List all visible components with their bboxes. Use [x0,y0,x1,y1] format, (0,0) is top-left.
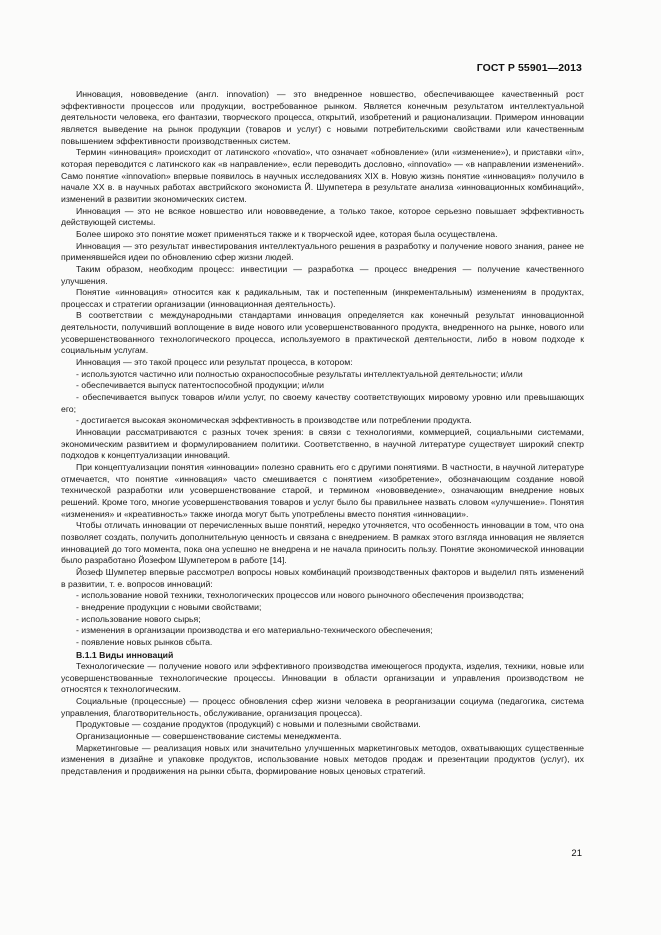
paragraph: Продуктовые — создание продуктов (продукций) с новыми и полезными свойствами. [76,719,421,730]
list-item: - обеспечивается выпуск патентоспособной продукции; и/или [76,380,324,391]
list-item: - использование нового сырья; [76,613,201,624]
paragraph: Инновация — это не всякое новшество или нововведение, а только такое, которое серьезно повышает эффективность действующей системы. [61,205,584,228]
list-item: - использование новой техники, технологических процессов или нового рыночного обеспечения производства; [76,590,524,601]
paragraph: Понятие «инновация» относится как к радикальным, так и постепенным (инкрементальным) изменениям в продуктах, процессах и стратегии организации (инновационная деятельность). [61,287,584,309]
paragraph: Инновация — это такой процесс или результат процесса, в котором: [76,357,353,368]
list-item: - достигается высокая экономическая эффективность в производстве или потреблении продукта. [76,415,472,426]
paragraph: Йозеф Шумпетер впервые рассмотрел вопросы новых комбинаций производственных факторов и выделил пять изменений в развитии, т. е. вопросов инноваций: [61,566,584,589]
list-item: - обеспечивается выпуск товаров и/или услуг, по своему качеству соответствующих мировому уровню или превышающих его; [61,392,584,414]
paragraph: Инновации рассматриваются с разных точек зрения: в связи с технологиями, коммерцией, социальными системами, экономическим развитием и формулированием политики. Соответственно, в научной литературе существует широкий спектр подходов к концептуализации инноваций. [61,427,584,461]
list-item: - появление новых рынков сбыта. [76,636,213,647]
list-item: - используются частично или полностью охраноспособные результаты интеллектуальной деятельности; и/или [76,368,523,379]
paragraph: В соответствии с международными стандартами инновация определяется как конечный результат инновационной деятельности, получивший воплощение в виде нового или усовершенствованного продукта, внедренного на рынке, нового или усовершенствованного технологического процесса, используемого в практической деятельности, либо в новом подходе к социальным услугам. [61,310,584,356]
page-number: 21 [571,848,582,859]
paragraph: Инновация, нововведение (англ. innovation) — это внедренное новшество, обеспечивающее качественный рост эффективности процессов или продукции, востребованное рынком. Является конечным результатом интеллектуальной деятельности человека, его фантазии, творческого процесса, открытий, изобретений и рационализации. Примером инновации является выведение на рынок продукции (товаров и услуг) с новыми потребительскими свойствами или качественным повышением эффективности производственных систем. [61,89,584,146]
paragraph: Более широко это понятие может применяться также и к творческой идее, которая была осуществлена. [76,228,498,239]
paragraph: Организационные — совершенствование системы менеджмента. [76,731,342,742]
document-body [61,89,584,778]
paragraph: Социальные (процессные) — процесс обновления сфер жизни человека в реорганизации социума (педагогика, система управления, благотворительность, обслуживание, организация процесса). [61,696,584,718]
paragraph: Таким образом, необходим процесс: инвестиции — разработка — процесс внедрения — получение качественного улучшения. [61,263,584,286]
document-code-header: ГОСТ Р 55901—2013 [476,62,582,74]
paragraph: Технологические — получение нового или эффективного производства имеющегося продукта, изделия, техники, новые или усовершенствованные технологические процессы. Инновации в области организации и управления производством не относятся к технологическим. [61,661,584,695]
paragraph: При концептуализации понятия «инновации» полезно сравнить его с другими понятиями. В частности, в научной литературе отмечается, что понятие «инновация» часто смешивается с понятием «изобретение», обозначающим создание новой технической разработки или усовершенствование старой, и термином «нововведение», означающим внедрение новых решений. Кроме того, многие усовершенствования товаров и услуг было бы правильнее назвать словом «улучшение». Понятия «изменения» и «креативность» также иногда могут быть употреблены вместо понятия «инновации». [61,462,584,519]
paragraph: Инновация — это результат инвестирования интеллектуального решения в разработку и получение нового знания, ранее не применявшейся идеи по обновлению сфер жизни людей. [61,240,584,263]
list-item: - внедрение продукции с новыми свойствами; [76,601,262,612]
paragraph: Чтобы отличать инновации от перечисленных выше понятий, нередко уточняется, что особенность инновации в том, что она позволяет создать, получить дополнительную ценность и связана с внедрением. В рамках этого взгляда инновация не является инновацией до того момента, пока она успешно не внедрена и не начала приносить пользу. Понятие экономической инновации было разработано Йозефом Шумпетером в работе [14]. [61,520,584,566]
paragraph: Маркетинговые — реализация новых или значительно улучшенных маркетинговых методов, охватывающих существенные изменения в дизайне и упаковке продуктов, использование новых методов продаж и презентации продуктов (услуг), их представления и продвижения на рынки сбыта, формирование новых ценовых стратегий. [61,742,584,777]
paragraph: Термин «инновация» происходит от латинского «novatio», что означает «обновление» (или «изменение»), и приставки «in», которая переводится с латинского как «в направление», если переводить дословно, «innovatio» — «в направлении изменений». Само понятие «innovation» впервые появилось в научных исследованиях XIX в. Новую жизнь понятие «инновация» получило в начале XX в. в научных работах австрийского экономиста Й. Шумпетера в результате анализа «инновационных комбинаций», изменений в развитии экономических систем. [61,147,584,204]
list-item: - изменения в организации производства и его материально-технического обеспечения; [76,625,433,636]
section-heading: В.1.1 Виды инноваций [76,649,174,660]
